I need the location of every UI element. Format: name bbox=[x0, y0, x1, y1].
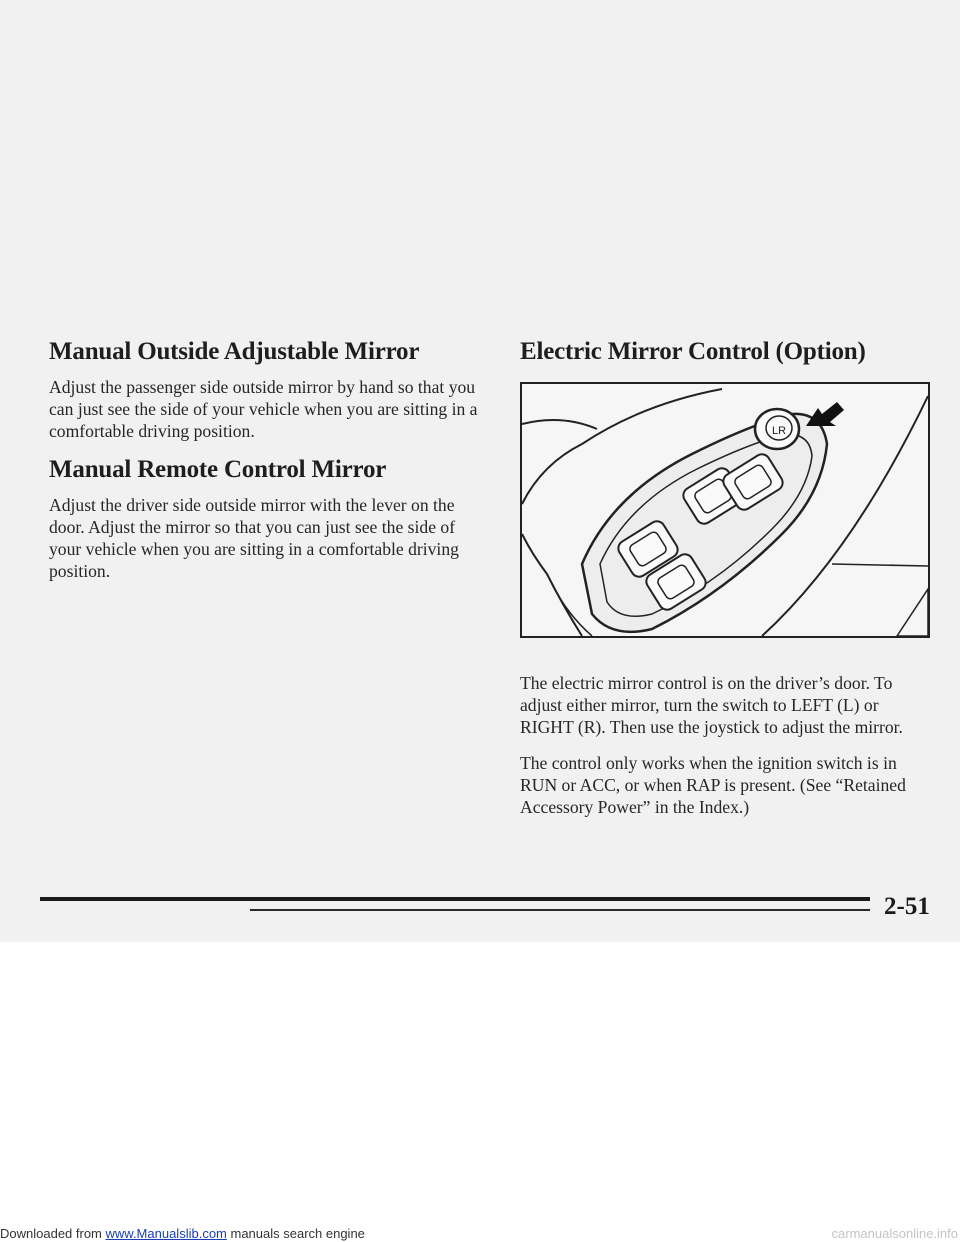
right-column-heading bbox=[520, 338, 930, 376]
download-credit-suffix: manuals search engine bbox=[226, 1226, 365, 1241]
heading-manual-outside-mirror: Manual Outside Adjustable Mirror bbox=[49, 338, 420, 365]
door-panel-drawing bbox=[522, 384, 928, 636]
page-number: 2-51 bbox=[884, 893, 930, 920]
manualslib-link[interactable]: www.Manualslib.com bbox=[105, 1226, 227, 1241]
download-credit bbox=[0, 1226, 365, 1241]
arrow-pointer-icon bbox=[806, 402, 844, 426]
paragraph-manual-remote-mirror: Adjust the driver side outside mirror with the lever on the door. Adjust the mirror so that you can just see the side of your vehicle when you are sitting in a comfortable driving position. bbox=[49, 495, 459, 581]
footer-rule-thin bbox=[250, 909, 870, 911]
paragraph-electric-mirror-location: The electric mirror control is on the driver’s door. To adjust either mirror, turn the switch to LEFT (L) or RIGHT (R). Then use the joystick to adjust the mirror. bbox=[520, 673, 903, 737]
paragraph-electric-mirror-conditions: The control only works when the ignition switch is in RUN or ACC, or when RAP is present. (See “Retained Accessory Power” in the Index.) bbox=[520, 753, 906, 817]
heading-manual-remote-mirror: Manual Remote Control Mirror bbox=[49, 456, 387, 483]
right-column-text bbox=[520, 672, 930, 832]
switch-label-lr: LR bbox=[772, 425, 787, 437]
left-column bbox=[49, 338, 489, 596]
heading-electric-mirror-control: Electric Mirror Control (Option) bbox=[520, 338, 866, 365]
mirror-selector-knob bbox=[755, 409, 799, 449]
download-credit-prefix: Downloaded from bbox=[0, 1226, 106, 1241]
paragraph-manual-outside-mirror: Adjust the passenger side outside mirror by hand so that you can just see the side of your vehicle when you are sitting in a comfortable driving position. bbox=[49, 377, 478, 441]
mirror-control-illustration bbox=[520, 382, 930, 638]
watermark-text: carmanualsonline.info bbox=[831, 1226, 958, 1241]
footer-rule-thick bbox=[40, 897, 870, 901]
